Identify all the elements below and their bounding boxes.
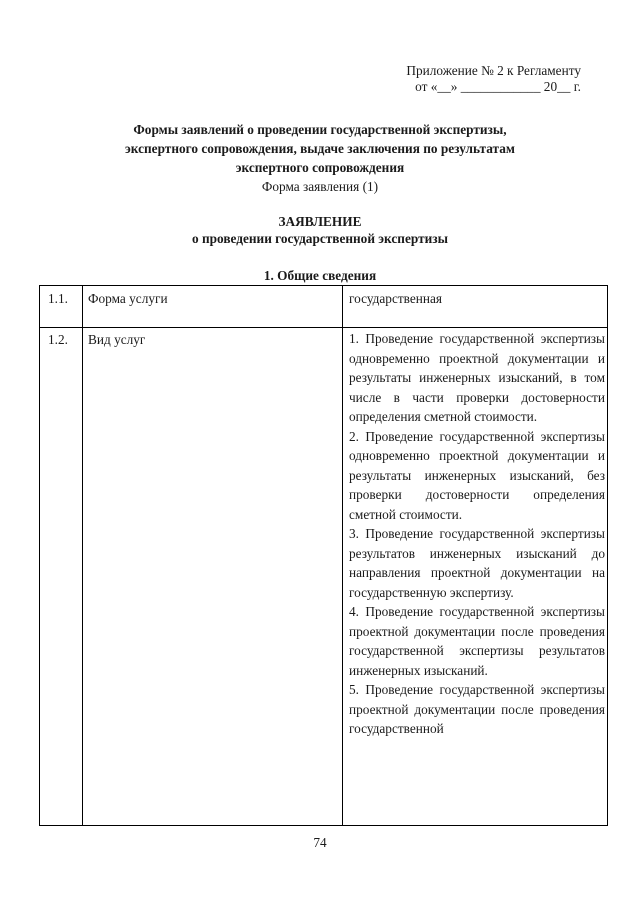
row-label: Вид услуг (88, 332, 146, 347)
form-label: Форма заявления (1) (261, 179, 379, 194)
service-option: 5. Проведение государственной экспертизы проектной документации после проведения государственной (349, 682, 605, 736)
page-number: 74 (313, 835, 327, 850)
general-info-table (39, 285, 608, 826)
appendix-line-2: от «__» ____________ 20__ г. (415, 79, 581, 94)
appendix-header (406, 63, 581, 95)
service-option: 2. Проведение государственной экспертизы одновременно проектной документации и результаты инженерных изысканий, без проверки достоверности определения сметной стоимости. (349, 428, 605, 522)
table-column-divider (342, 286, 343, 825)
service-option: 4. Проведение государственной экспертизы проектной документации после проведения государственной экспертизы результатов инженерных изысканий. (349, 604, 605, 678)
service-options-list (349, 329, 605, 739)
forms-title-line-2: экспертного сопровождения, выдаче заключения по результатам (125, 141, 515, 156)
row-value: государственная (349, 291, 443, 306)
row-label: Форма услуги (88, 291, 168, 306)
appendix-line-1: Приложение № 2 к Регламенту (406, 63, 581, 78)
table-row-divider (40, 327, 607, 328)
forms-title (60, 120, 580, 177)
row-number: 1.2. (48, 332, 68, 347)
forms-title-line-1: Формы заявлений о проведении государственной экспертизы, (133, 122, 507, 137)
document-title-block (60, 213, 580, 247)
service-option: 1. Проведение государственной экспертизы одновременно проектной документации и результаты инженерных изысканий, в том числе в части проверки достоверности определения сметной стоимости. (349, 331, 605, 424)
document-title: ЗАЯВЛЕНИЕ (278, 214, 362, 229)
document-subtitle: о проведении государственной экспертизы (191, 231, 448, 246)
service-option: 3. Проведение государственной экспертизы результатов инженерных изысканий до направления проектной документации на государственную экспертизу. (349, 526, 605, 600)
section-title: 1. Общие сведения (263, 268, 377, 283)
table-column-divider (82, 286, 83, 825)
forms-title-line-3: экспертного сопровождения (235, 160, 405, 175)
row-number: 1.1. (48, 291, 68, 306)
